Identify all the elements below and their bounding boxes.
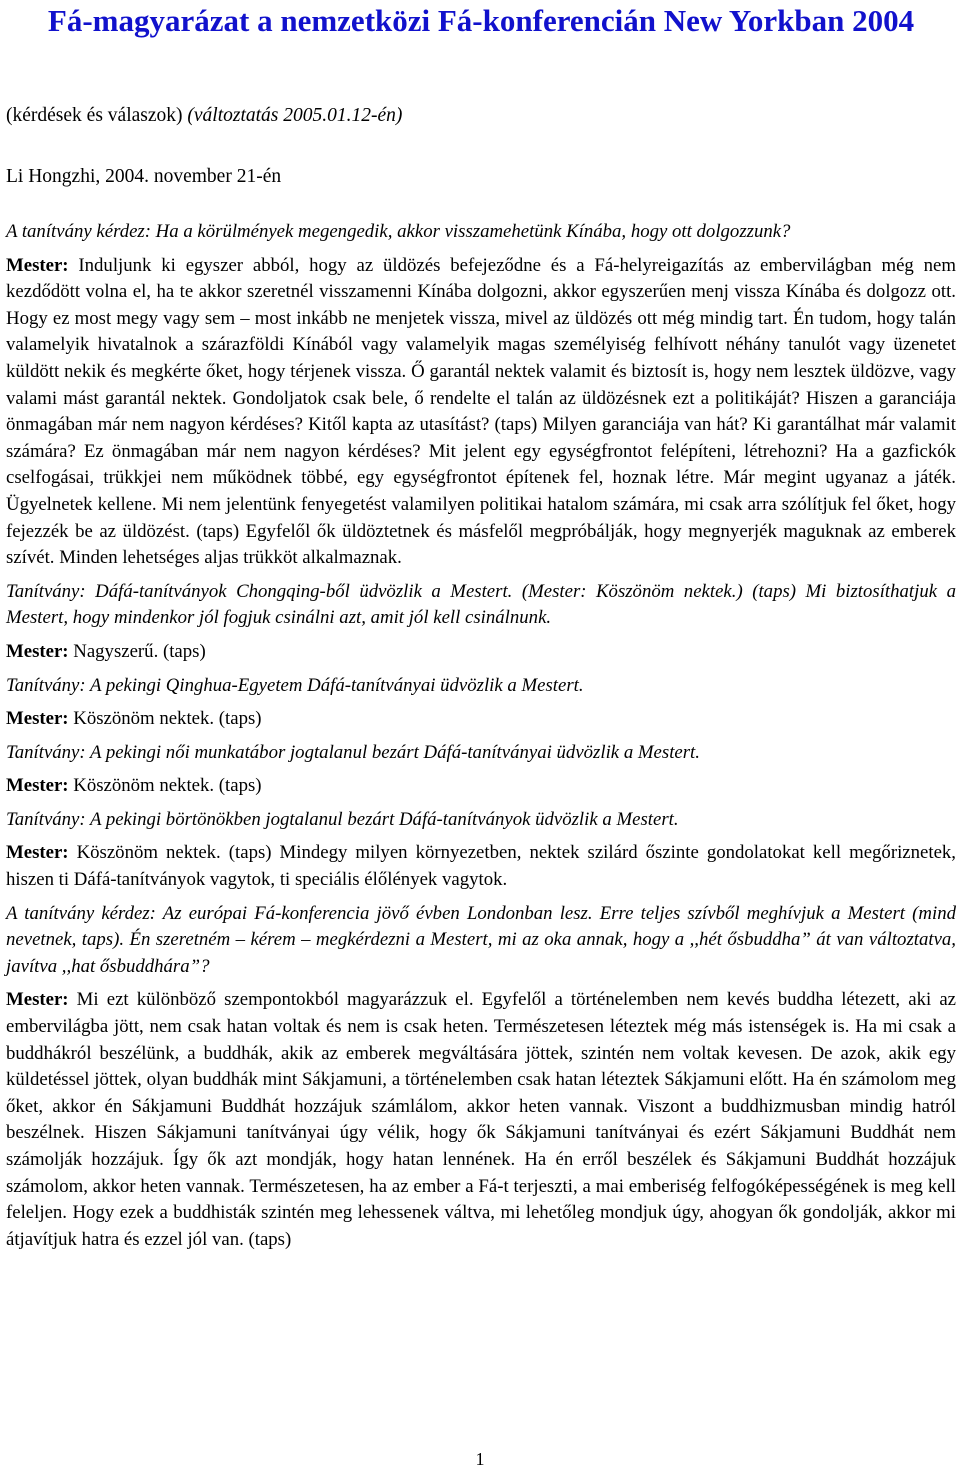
answer-paragraph xyxy=(6,639,956,666)
page-title: Fá-magyarázat a nemzetközi Fá-konferencián New Yorkban 2004 xyxy=(47,3,915,38)
answer-text: Mi ezt különböző szempontokból magyarázzuk el. Egyfelől a történelemben nem kevés buddha létezett, aki az embervilágba jött, nem csak hatan voltak és nem is csak heten. Természetesen léteztek még más istenségek is. Ha mi csak a buddhákról beszélünk, a buddhák, akik az emberek megváltására jöttek, szintén nem voltak kevesen. De azok, akik egy küldetéssel jöttek, olyan buddhák mint Sákjamuni, a történelemben csak hatan léteztek Sákjamuni előtt. Ha én számolom meg őket, akkor én Sákjamuni Buddhát hozzájuk számlálom, akkor heten vannak. Viszont a buddhizmusban mindig hatról beszélnek. Hiszen Sákjamuni tanítványai úgy vélik, hogy ők Sákjamuni tanítványai és ezért Sákjamuni Buddhát nem számolják hozzájuk. Így ők azt mondják, hogy hatan lennének. Ha én erről beszélek és Sákjamuni Buddhát hozzájuk számolom, akkor heten vannak. Természetesen, ha az ember a Fá-t terjeszti, a mai emberiség felfogóképességének is meg kell feleljen. Hogy ezek a buddhisták szintén meg lehessenek váltva, mi lehetőleg mondjuk úgy, ahogyan ők gondolják, akkor mi átjavítjuk hatra és ezzel jól van. (taps) xyxy=(6,989,956,1250)
author-date: Li Hongzhi, 2004. november 21-én xyxy=(6,166,282,187)
page-number: 1 xyxy=(475,1449,485,1469)
speaker-label: Mester: xyxy=(6,708,69,730)
answer-paragraph xyxy=(6,840,956,893)
question-paragraph: Tanítvány: Dáfá-tanítványok Chongqing-ből üdvözlik a Mestert. (Mester: Köszönöm nektek.) (taps) Mi biztosíthatjuk a Mestert, hogy mindenkor jól fogjuk csinálni azt, amit jól kell csinálnunk. xyxy=(6,580,956,629)
answer-text: Köszönöm nektek. (taps) Mindegy milyen környezetben, nektek szilárd őszinte gondolatokat kell megőriznetek, hiszen ti Dáfá-tanítványok vagytok, ti speciális élőlények vagytok. xyxy=(6,842,956,891)
subtitle-change-note: (változtatás 2005.01.12-én) xyxy=(187,105,403,126)
document-page xyxy=(6,0,956,1250)
answer-paragraph xyxy=(6,706,956,733)
answer-text: Köszönöm nektek. (taps) xyxy=(68,708,262,730)
question-paragraph: Tanítvány: A pekingi börtönökben jogtalanul bezárt Dáfá-tanítványok üdvözlik a Mestert. xyxy=(6,808,679,830)
speaker-label: Mester: xyxy=(6,254,69,276)
answer-text: Köszönöm nektek. (taps) xyxy=(68,775,262,797)
answer-paragraph xyxy=(6,987,956,1253)
speaker-label: Mester: xyxy=(6,989,69,1011)
question-paragraph: A tanítvány kérdez: Ha a körülmények megengedik, akkor visszamehetünk Kínába, hogy ott dolgozzunk? xyxy=(6,221,791,242)
answer-text: Induljunk ki egyszer abból, hogy az üldözés befejeződne és a Fá-helyreigazítás az embervilágban még nem kezdődött volna el, ha te akkor szeretnél visszamenni Kínába dolgozni, akkor egyszerűen menj vissza Kínába és dolgozz ott. Hogy ez most megy vagy sem – most inkább ne menjetek vissza, mivel az üldözés ott még mindig tart. Én tudom, hogy talán valamelyik hivatalnok a szárazföldi Kínából vagy valamelyik magas személyiség felhívott néhány tanulót vagy üzenetet küldött nekik és megkérte őket, hogy térjenek vissza. Ő garantál nektek valamit és biztosít is, hogy nem lesztek üldözve, vagy valami mást garantál nektek. Gondoljatok csak bele, ő rendelte el talán az üldözésnek ezt a politikáját? Hiszen a garanciája önmagában már nem nagyon kérdéses? Kitől kapta az utasítást? (taps) Milyen garanciája van hát? Ki garantálhat már valamit számára? Ez önmagában már nem nagyon kérdéses? Mit jelent egy egységfrontot felépíteni, létrehozni? Ha a gazfickók cselfogásai, trükkjei nem működnek többé, egy egységfrontot építenek fel, hoznak létre. Már megint ugyanaz a játék. Ügyelnetek kellene. Mi nem jelentünk fenyegetést valamilyen politikai hatalom számára, mi csak arra szólítjuk fel őket, hogy fejezzék be az üldözést. (taps) Egyfelől ők üldöztetnek és másfelől megpróbálják, hogy megnyerjék maguknak az emberek szívét. Minden lehetséges aljas trükköt alkalmaznak. xyxy=(6,254,956,569)
question-paragraph: Tanítvány: A pekingi női munkatábor jogtalanul bezárt Dáfá-tanítványai üdvözlik a Mestert. xyxy=(6,741,700,763)
speaker-label: Mester: xyxy=(6,640,69,662)
question-paragraph: Tanítvány: A pekingi Qinghua-Egyetem Dáfá-tanítványai üdvözlik a Mestert. xyxy=(6,674,584,696)
answer-paragraph xyxy=(6,773,956,800)
subtitle xyxy=(6,103,402,129)
speaker-label: Mester: xyxy=(6,775,69,797)
subtitle-prefix: (kérdések és válaszok) xyxy=(6,105,188,126)
answer-text: Nagyszerű. (taps) xyxy=(68,640,206,662)
answer-paragraph xyxy=(6,253,956,572)
question-paragraph: A tanítvány kérdez: Az európai Fá-konferencia jövő évben Londonban lesz. Erre teljes szívből meghívjuk a Mestert (mind nevetnek, taps). Én szeretném – kérem – megkérdezni a Mestert, mi az oka annak, hogy a ,,hét ősbuddha” át van változtatva, javítva ,,hat ősbuddhára”? xyxy=(6,902,956,977)
speaker-label: Mester: xyxy=(6,842,69,864)
body-text xyxy=(6,219,956,1260)
